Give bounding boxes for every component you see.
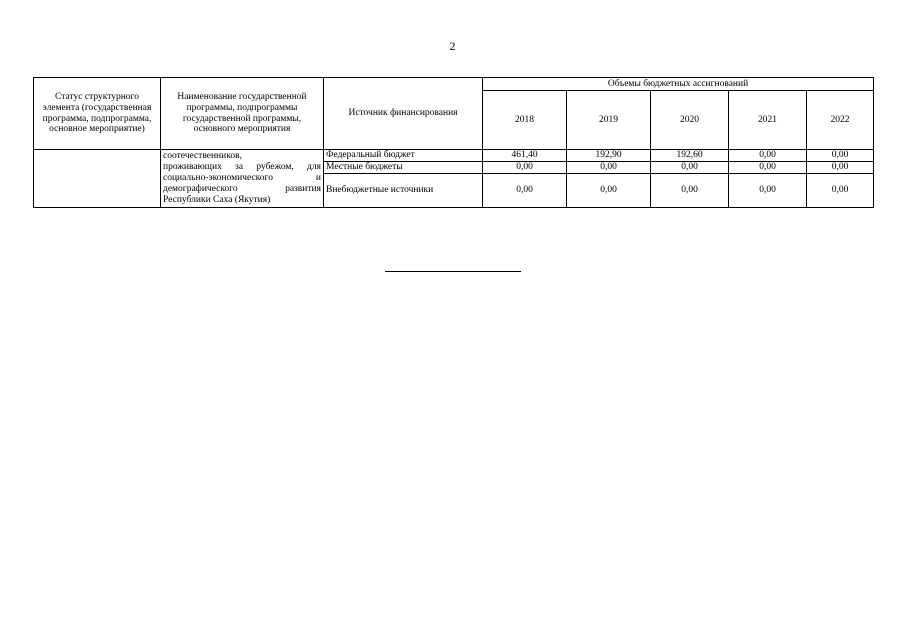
value-cell: 192,60 xyxy=(651,150,729,162)
header-year: 2020 xyxy=(651,91,729,150)
program-name-cell xyxy=(161,150,324,208)
separator-line xyxy=(385,271,521,272)
status-cell xyxy=(34,150,161,208)
program-name-line: социально-экономического и xyxy=(163,173,321,184)
budget-allocation-table xyxy=(33,77,874,208)
program-name-line: проживающих за рубежом, для xyxy=(163,162,321,173)
value-cell: 0,00 xyxy=(807,162,874,174)
funding-source: Внебюджетные источники xyxy=(324,174,483,208)
program-name-line: Республики Саха (Якутия) xyxy=(163,194,271,205)
funding-source: Федеральный бюджет xyxy=(324,150,483,162)
header-year: 2019 xyxy=(567,91,651,150)
value-cell: 0,00 xyxy=(483,174,567,208)
value-cell: 0,00 xyxy=(483,162,567,174)
header-funding-source: Источник финансирования xyxy=(324,78,483,150)
value-cell: 0,00 xyxy=(729,150,807,162)
funding-source: Местные бюджеты xyxy=(324,162,483,174)
value-cell: 461,40 xyxy=(483,150,567,162)
program-name-line: соотечественников, xyxy=(163,151,242,162)
value-cell: 192,90 xyxy=(567,150,651,162)
value-cell: 0,00 xyxy=(807,174,874,208)
table-row xyxy=(34,150,874,162)
page-number: 2 xyxy=(449,39,456,53)
header-year: 2021 xyxy=(729,91,807,150)
header-year: 2022 xyxy=(807,91,874,150)
program-name-line: демографического развития xyxy=(163,183,321,194)
value-cell: 0,00 xyxy=(567,174,651,208)
value-cell: 0,00 xyxy=(729,162,807,174)
value-cell: 0,00 xyxy=(651,162,729,174)
header-year: 2018 xyxy=(483,91,567,150)
value-cell: 0,00 xyxy=(729,174,807,208)
header-status: Статус структурного элемента (государственная программа, подпрограмма, основное мероприятие) xyxy=(34,78,161,150)
value-cell: 0,00 xyxy=(651,174,729,208)
header-row-1 xyxy=(34,78,874,91)
value-cell: 0,00 xyxy=(807,150,874,162)
header-budget-volumes: Объемы бюджетных ассигнований xyxy=(483,78,874,91)
value-cell: 0,00 xyxy=(567,162,651,174)
header-program-name: Наименование государственной программы, подпрограммы государственной программы, основного мероприятия xyxy=(161,78,324,150)
